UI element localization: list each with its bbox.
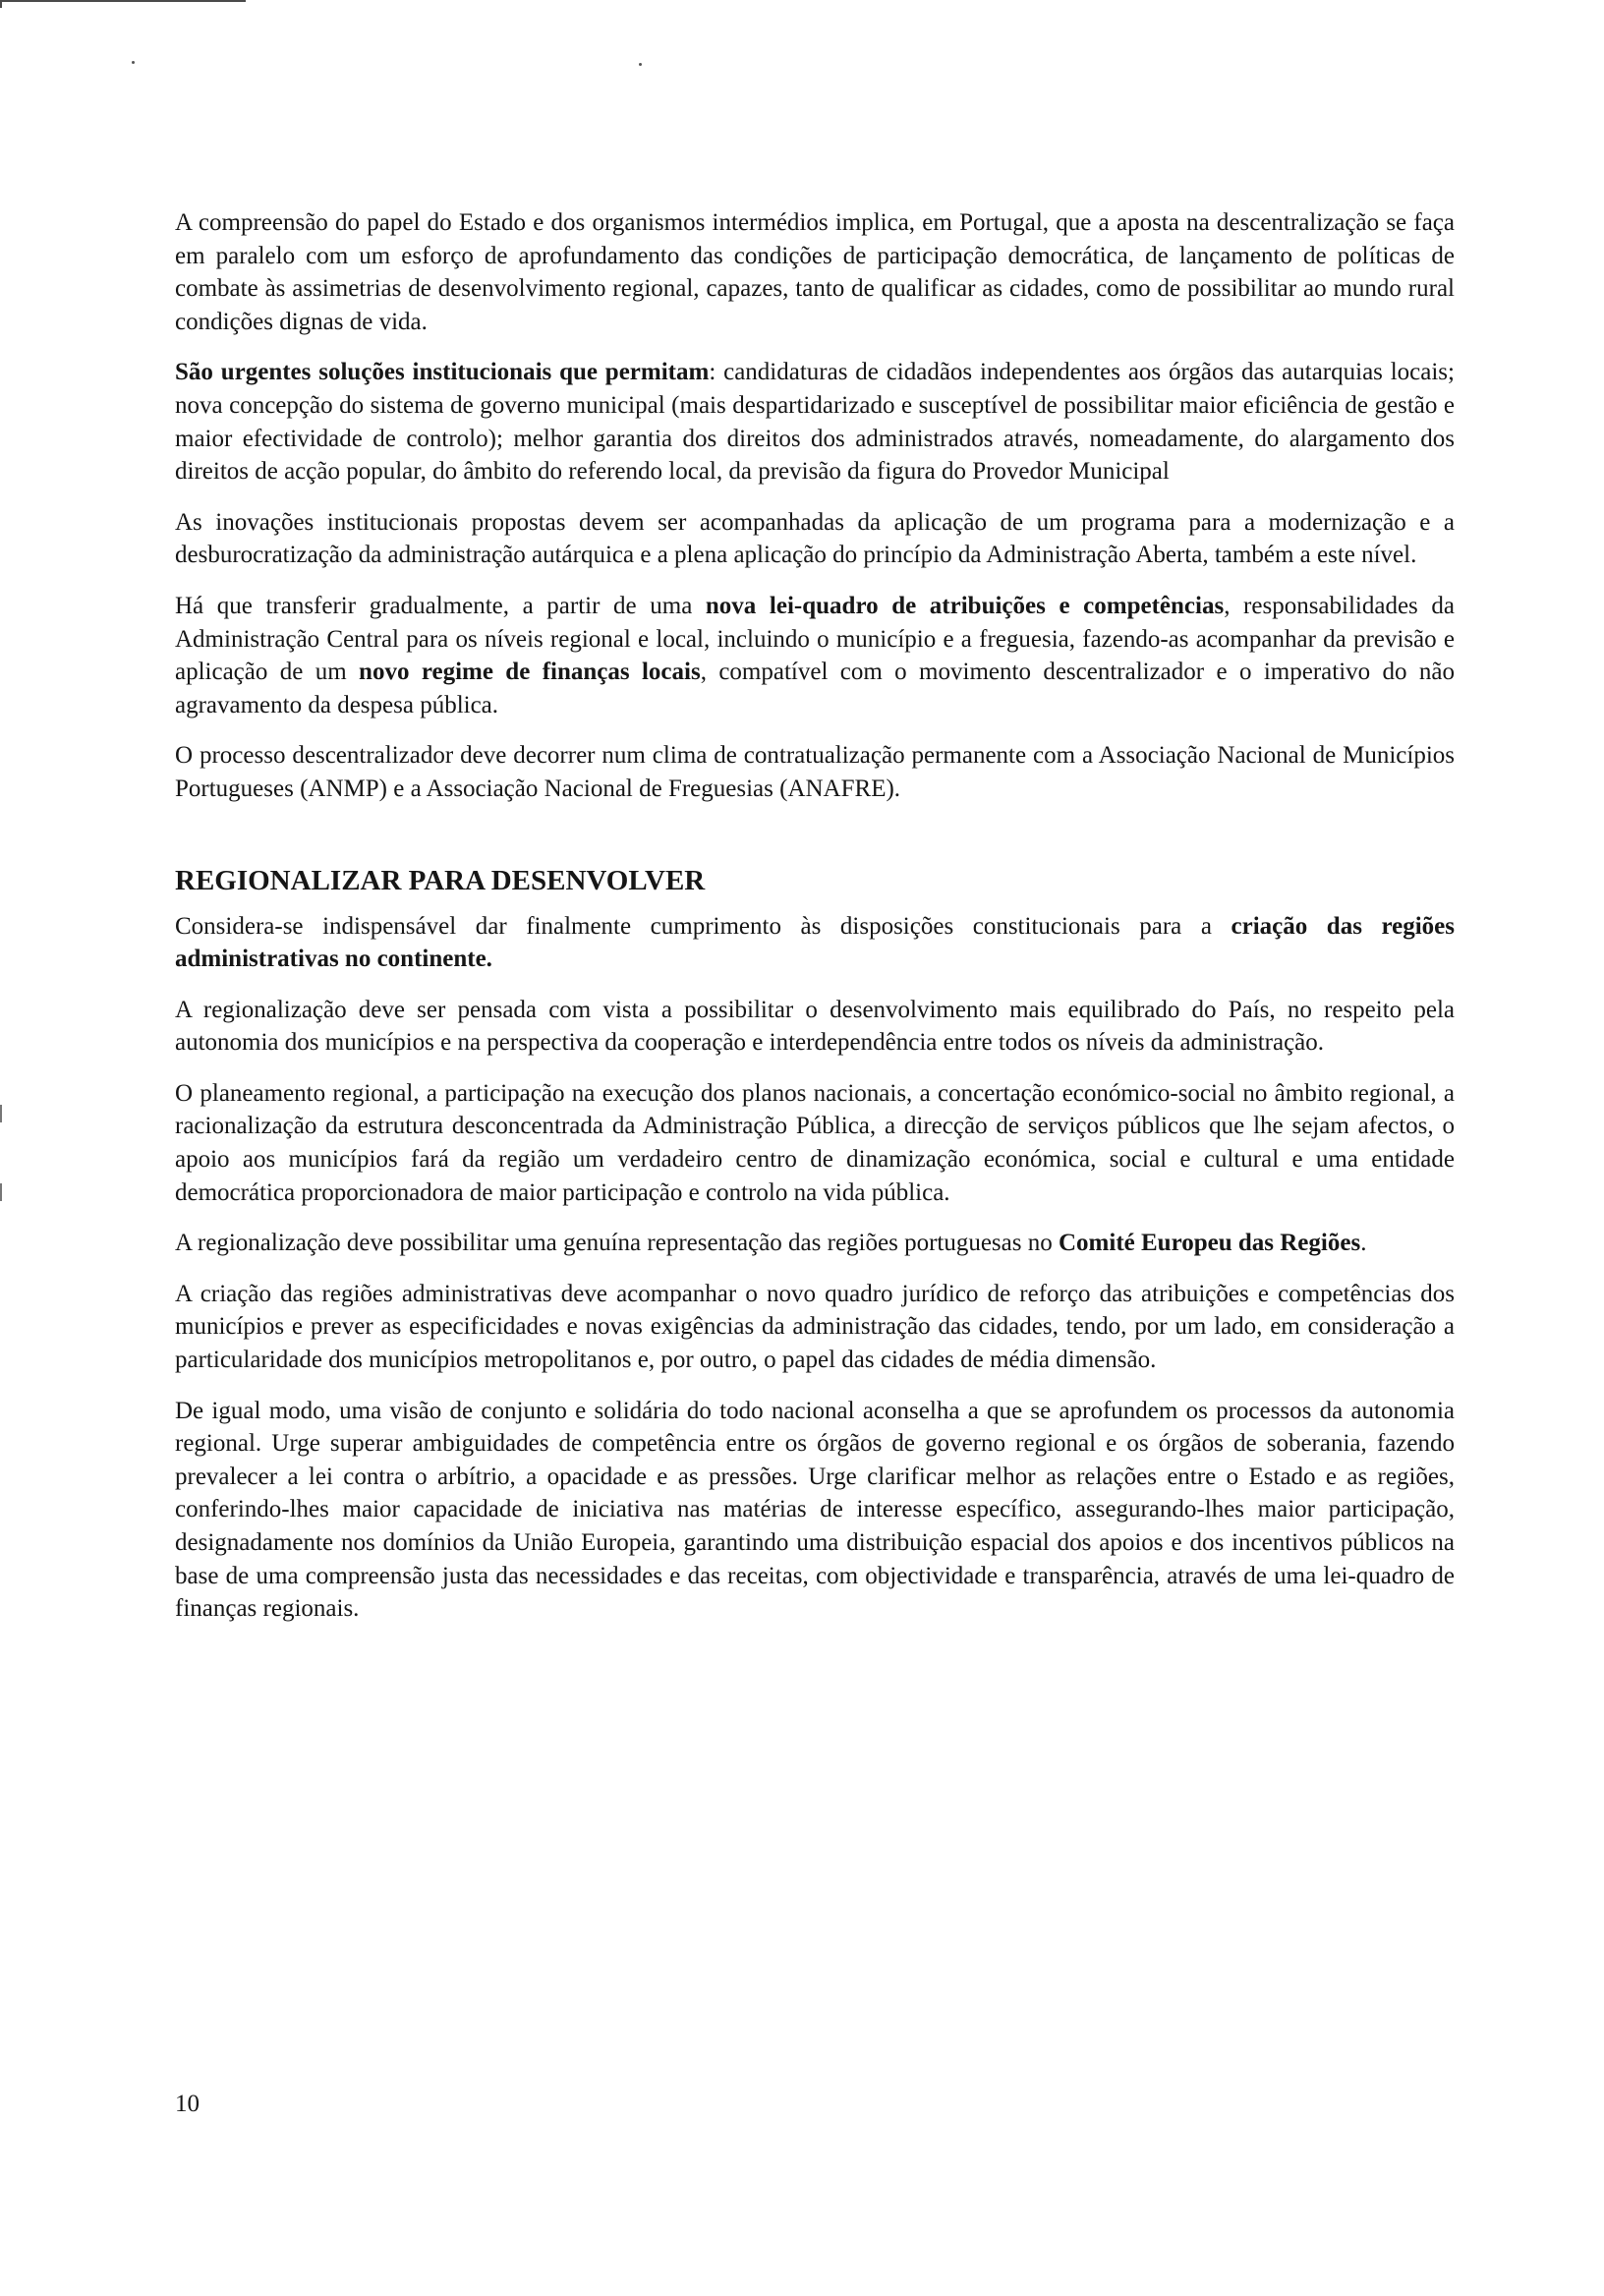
paragraph-p5 [175, 739, 1455, 805]
paragraph-text: A compreensão do papel do Estado e dos organismos intermédios implica, em Portugal, que a aposta na descentralização se faça em paralelo com um esforço de aprofundamento das condições de participação democrática, de lançamento de políticas de combate às assimetrias de desenvolvimento regional, capazes, tanto de qualificar as cidades, como de possibilitar ao mundo rural condições dignas de vida. [175, 209, 1455, 335]
paragraph-p6 [175, 910, 1455, 976]
paragraph-text: O planeamento regional, a participação na execução dos planos nacionais, a concertação económico-social no âmbito regional, a racionalização da estrutura desconcentrada da Administração Pública, a direcção de serviços públicos que lhe sejam afectos, o apoio aos municípios fará da região um verdadeiro centro de dinamização económica, social e cultural e uma entidade democrática proporcionadora de maior participação e controlo na vida pública. [175, 1079, 1455, 1206]
scan-edge-line [0, 0, 246, 5]
paragraph-text: Há que transferir gradualmente, a partir de uma [175, 592, 706, 619]
paragraph-text: As inovações institucionais propostas devem ser acompanhadas da aplicação de um programa para a modernização e a desburocratização da administração autárquica e a plena aplicação do princípio da Administração Aberta, também a este nível. [175, 508, 1455, 569]
paragraph-text: De igual modo, uma visão de conjunto e solidária do todo nacional aconselha a que se aprofundem os processos da autonomia regional. Urge superar ambiguidades de competência entre os órgãos de governo regional e os órgãos de soberania, fazendo prevalecer a lei contra o arbítrio, a opacidade e as pressões. Urge clarificar melhor as relações entre o Estado e as regiões, conferindo-lhes maior capacidade de iniciativa nas matérias de interesse específico, assegurando-lhes maior participação, designadamente nos domínios da União Europeia, garantindo uma distribuição espacial dos apoios e dos incentivos públicos na base de uma compreensão justa das necessidades e das receitas, com objectividade e transparência, através de uma lei-quadro de finanças regionais. [175, 1397, 1455, 1623]
bold-text: Comité Europeu das Regiões [1059, 1230, 1361, 1257]
scan-edge-mark [0, 1105, 2, 1122]
scan-speck [132, 61, 135, 64]
paragraph-p9 [175, 1227, 1455, 1260]
paragraph-p11 [175, 1395, 1455, 1626]
paragraph-text: Considera-se indispensável dar finalmente cumprimento às disposições constitucionais para a [175, 912, 1232, 940]
paragraph-group-section [175, 910, 1455, 1626]
paragraph-p2 [175, 356, 1455, 488]
paragraph-text: A regionalização deve possibilitar uma genuína representação das regiões portuguesas no [175, 1230, 1059, 1257]
paragraph-p8 [175, 1077, 1455, 1209]
paragraph-p3 [175, 506, 1455, 572]
paragraph-p4 [175, 590, 1455, 721]
paragraph-p7 [175, 994, 1455, 1060]
section-heading: REGIONALIZAR PARA DESENVOLVER [175, 864, 706, 896]
bold-text: criação das regiões administrativas no continente. [175, 912, 1455, 973]
paragraph-text: , responsabilidades da Administração Central para os níveis regional e local, incluindo o município e a freguesia, fazendo-as acompanhar da previsão e aplicação de um [175, 592, 1455, 686]
scan-speck [639, 63, 642, 66]
scan-edge-mark [0, 1183, 2, 1201]
paragraph-p10 [175, 1278, 1455, 1377]
bold-text: São urgentes soluções institucionais que permitam [175, 359, 710, 386]
paragraph-text: : candidaturas de cidadãos independentes aos órgãos das autarquias locais; nova concepção do sistema de governo municipal (mais despartidarizado e susceptível de possibilitar maior eficiência de gestão e maior efectividade de controlo); melhor garantia dos direitos dos administrados através, nomeadamente, do alargamento dos direitos de acção popular, do âmbito do referendo local, da previsão da figura do Provedor Municipal [175, 359, 1455, 486]
paragraph-p1 [175, 206, 1455, 338]
page-number: 10 [175, 2091, 200, 2117]
scan-corner-mark [0, 0, 10, 8]
bold-text: nova lei-quadro de atribuições e competências [705, 592, 1225, 619]
document-body [175, 206, 1455, 1643]
paragraph-text: , compatível com o movimento descentralizador e o imperativo do não agravamento da despesa pública. [175, 659, 1455, 718]
paragraph-text: A regionalização deve ser pensada com vista a possibilitar o desenvolvimento mais equilibrado do País, no respeito pela autonomia dos municípios e na perspectiva da cooperação e interdependência entre todos os níveis da administração. [175, 996, 1455, 1057]
paragraph-group-intro [175, 206, 1455, 806]
paragraph-text: . [1360, 1230, 1367, 1257]
paragraph-text: A criação das regiões administrativas deve acompanhar o novo quadro jurídico de reforço das atribuições e competências dos municípios e prever as especificidades e novas exigências da administração das cidades, tendo, por um lado, em consideração a particularidade dos municípios metropolitanos e, por outro, o papel das cidades de média dimensão. [175, 1280, 1455, 1374]
bold-text: novo regime de finanças locais [359, 659, 701, 686]
paragraph-text: O processo descentralizador deve decorrer num clima de contratualização permanente com a Associação Nacional de Municípios Portugueses (ANMP) e a Associação Nacional de Freguesias (ANAFRE). [175, 742, 1455, 802]
